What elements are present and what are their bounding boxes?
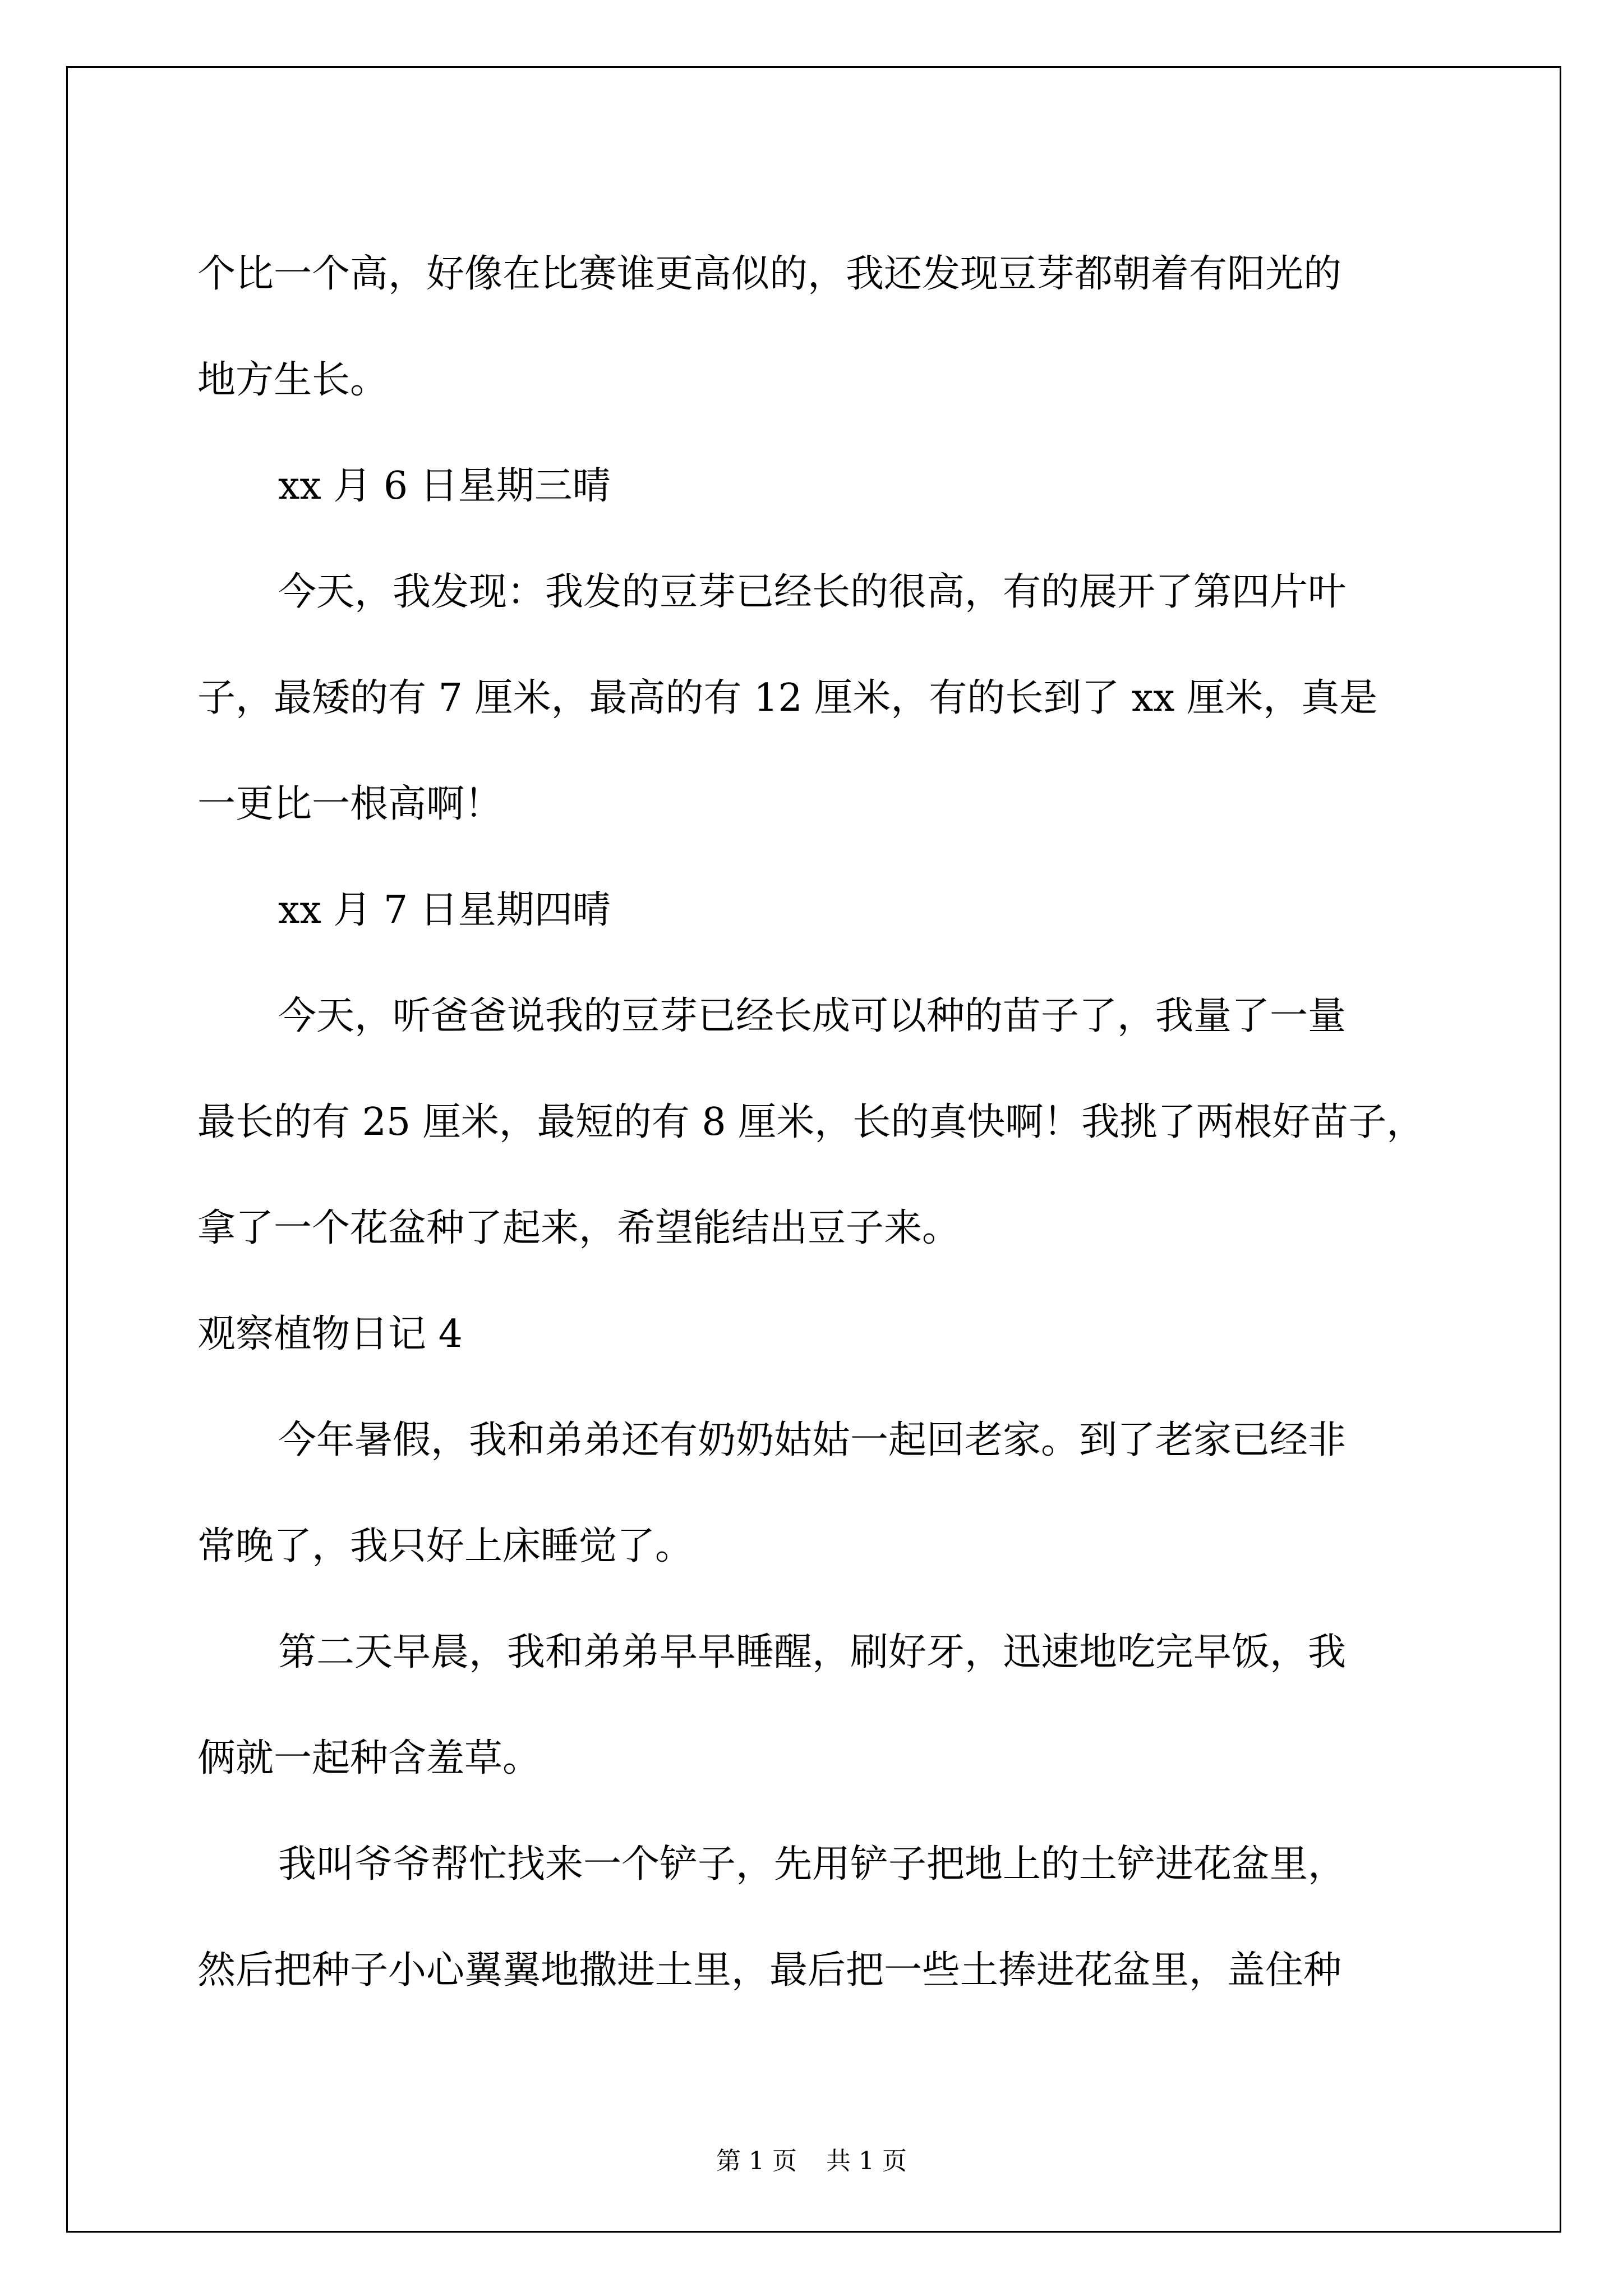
text-line: 第二天早晨，我和弟弟早早睡醒，刷好牙，迅速地吃完早饭，我 <box>278 1630 1347 1674</box>
diary-date <box>197 857 1427 963</box>
document-body <box>197 221 1427 2023</box>
text-line: 拿了一个花盆种了起来，希望能结出豆子来。 <box>197 1206 961 1250</box>
text-line: 个比一个高，好像在比赛谁更高似的，我还发现豆芽都朝着有阳光的 <box>197 252 1342 296</box>
paragraph <box>197 221 1427 433</box>
page-total: 共 1 页 <box>826 2147 907 2175</box>
paragraph <box>197 539 1427 857</box>
section-title: 观察植物日记 4 <box>197 1312 463 1356</box>
paragraph <box>197 963 1427 1281</box>
paragraph <box>197 1387 1427 1599</box>
page-number: 第 1 页 <box>716 2147 797 2175</box>
page-footer <box>0 2147 1623 2175</box>
text-line: 今天，听爸爸说我的豆芽已经长成可以种的苗子了，我量了一量 <box>278 994 1347 1038</box>
text-line: 子，最矮的有 7 厘米，最高的有 12 厘米，有的长到了 xx 厘米，真是 <box>197 676 1378 720</box>
text-line: 然后把种子小心翼翼地撒进土里，最后把一些土捧进花盆里，盖住种 <box>197 1948 1342 1993</box>
text-line: xx 月 7 日星期四晴 <box>278 888 611 932</box>
text-line: 今天，我发现：我发的豆芽已经长的很高，有的展开了第四片叶 <box>278 570 1347 614</box>
paragraph <box>197 1811 1427 2023</box>
text-line: 常晚了，我只好上床睡觉了。 <box>197 1524 694 1568</box>
text-line: 地方生长。 <box>197 358 389 402</box>
text-line: 我叫爷爷帮忙找来一个铲子，先用铲子把地上的土铲进花盆里， <box>278 1842 1347 1887</box>
text-line: 今年暑假，我和弟弟还有奶奶姑姑一起回老家。到了老家已经非 <box>278 1418 1347 1462</box>
text-line: 一更比一根高啊！ <box>197 782 503 826</box>
text-line: xx 月 6 日星期三晴 <box>278 464 611 508</box>
diary-date <box>197 433 1427 539</box>
paragraph <box>197 1599 1427 1811</box>
text-line: 最长的有 25 厘米，最短的有 8 厘米，长的真快啊！我挑了两根好苗子， <box>197 1100 1425 1144</box>
text-line: 俩就一起种含羞草。 <box>197 1736 541 1780</box>
